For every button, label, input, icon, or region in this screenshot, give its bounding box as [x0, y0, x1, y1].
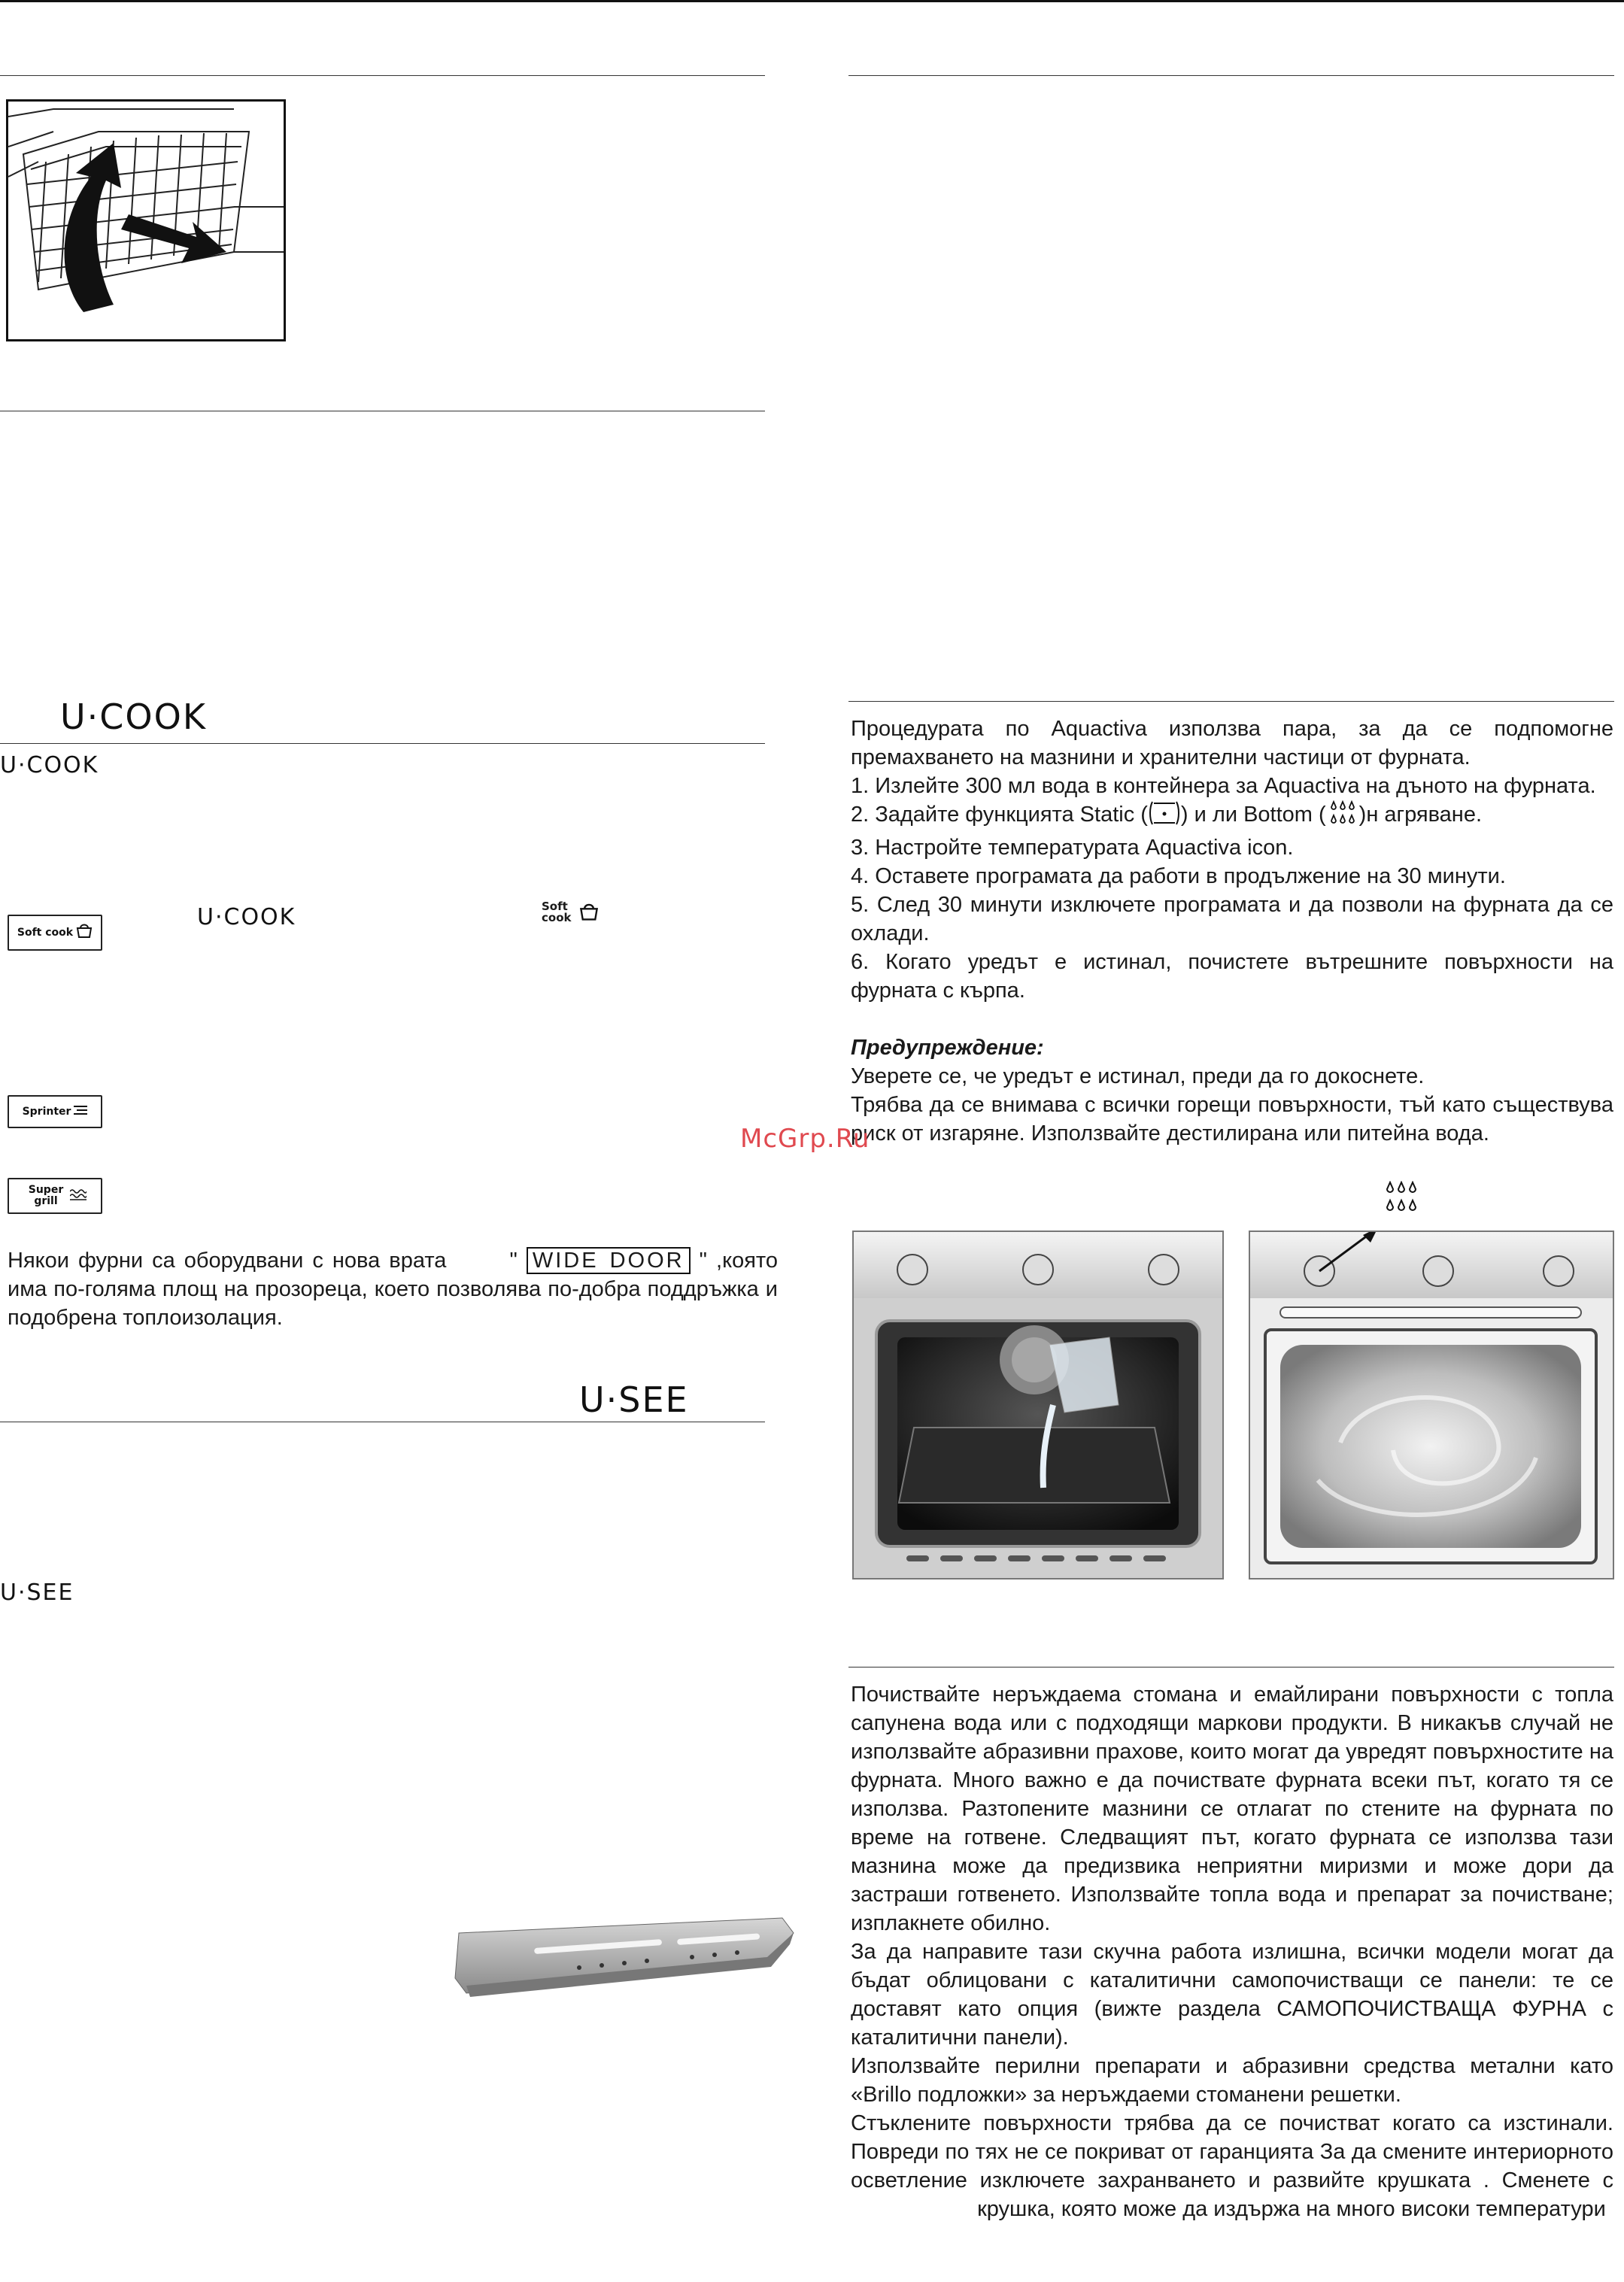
ucook-logo-small: U·COOK	[0, 752, 99, 778]
soft-cook-inline	[542, 901, 599, 924]
step2-part-a: 2. Задайте функцията Static (	[851, 803, 1148, 827]
warning-line-2: Трябва да се внимава с всички горещи повърхности, тъй като съществува риск от изгаряне. Използвайте дестилирана или питейна вода.	[851, 1093, 1613, 1146]
water-drops-icon	[1326, 800, 1359, 833]
aquactiva-step-4: 4. Оставете програмата да работи в продължение на 30 минути.	[851, 864, 1506, 888]
left-rule-1	[0, 75, 765, 76]
cleaning-paragraph-1: Почиствайте неръждаема стомана и емайлирани повърхности с топла сапунена вода или с подходящи маркови продукти. В никакъв случай не използвайте абразивни прахове, които могат да увредят повърхностите на фурната. Много важно е да почиствате фурната всеки път, когато тя се използва. Разтопените мазнини се отлагат по стените на фурната по време на готвене. Следващият път, когато фурната се използва тази мазнина може да предизвика неприятни миризми и може дори да застраши готвенето. Използвайте топла вода и препарат за почистване; изплакнете обилно.	[851, 1683, 1613, 1935]
wide-door-label: WIDE DOOR	[527, 1247, 691, 1274]
wide-door-paragraph	[8, 1246, 778, 1332]
cleaning-paragraph-2: За да направите тази скучна работа излишна, всички модели могат да бъдат облицовани с каталитични самопочистващи се панели: те се доставят като опция (вижте раздела САМОПОЧИСТВАЩА ФУРНА с каталитични панели).	[851, 1940, 1613, 2050]
cleaning-paragraph-3: Използвайте перилни препарати и абразивни средства метални като «Brillo подложки» за неръждаеми стоманени решетки.	[851, 2054, 1613, 2107]
wide-door-text-before: Някои фурни са оборудвани с нова врата	[8, 1249, 447, 1273]
right-rule-2	[848, 701, 1614, 702]
water-drops-icon	[1383, 1181, 1420, 1215]
aquactiva-step-6: 6. Когато уредът е истинал, почистете вътрешните повърхности на фурната с кърпа.	[851, 950, 1613, 1003]
wide-door-quote-open: "	[509, 1249, 518, 1273]
warning-title: Предупреждение:	[851, 1036, 1044, 1060]
soft-cook-badge	[8, 915, 102, 951]
cleaning-section	[851, 1680, 1613, 2223]
ucook-logo-big: U·COOK	[60, 696, 207, 737]
aquactiva-intro: Процедурата по Aquactiva използва пара, за да се подпомогне премахването на мазнини и хранителни частици от фурната.	[851, 717, 1613, 769]
step2-part-c: )н агряване.	[1358, 803, 1483, 827]
cleaning-p4-end: крушка, която може да издържа на много високи температури	[977, 2197, 1606, 2221]
top-rule	[0, 0, 1624, 2]
oven-water-illustration	[852, 1231, 1224, 1579]
super-grill-label: Super grill	[28, 1184, 64, 1207]
sprinter-label: Sprinter	[22, 1105, 71, 1118]
metal-strip-icon	[451, 1903, 797, 2008]
metal-strip-illustration	[451, 1903, 797, 2008]
aquactiva-step-3: 3. Настройте температурата Aquactiva icon.	[851, 836, 1294, 860]
usee-logo-big: U·SEE	[579, 1379, 689, 1420]
grill-waves-icon	[70, 1188, 87, 1203]
sprinter-badge	[8, 1095, 102, 1128]
soft-cook-inline-label: Soft cook	[542, 900, 572, 924]
ucook-logo-inline: U·COOK	[197, 904, 296, 930]
oven-steam-icon	[1250, 1232, 1613, 1578]
left-rule-3	[0, 743, 765, 744]
oven-water-pouring-icon	[854, 1232, 1222, 1578]
step2-part-b: ) и ли Bottom (	[1180, 803, 1326, 827]
right-rule-1	[848, 75, 1614, 76]
pot-icon	[579, 903, 599, 922]
soft-cook-label: Soft cook	[17, 926, 74, 939]
warning-line-1: Уверете се, че уредът е истинал, преди да го докоснете.	[851, 1064, 1425, 1088]
usee-logo-small: U·SEE	[0, 1579, 74, 1606]
oven-rack-removal-icon	[8, 102, 284, 339]
aquactiva-section	[851, 715, 1613, 1148]
cleaning-p4-text: Стъклените повърхности трябва да се почистват когато са изстинали. Повреди по тях не се покриват от гаранцията За да смените интериорното осветление изключете захранването и развийте крушката . Сменете с	[851, 2111, 1613, 2192]
aquactiva-step-1: 1. Излейте 300 мл вода в контейнера за Aquactiva на дъното на фурната.	[851, 774, 1596, 798]
super-grill-badge	[8, 1178, 102, 1214]
static-heat-icon	[1148, 800, 1181, 833]
oven-steam-illustration	[1249, 1231, 1614, 1579]
wide-door-quote-close: "	[699, 1249, 707, 1273]
wide-door-text-after: ,която има по-голяма площ на прозореца, което позволява по-добра поддръжка и подобрена топлоизолация.	[8, 1249, 779, 1330]
aquactiva-step-2	[851, 800, 1613, 833]
pot-icon	[76, 924, 93, 942]
aquactiva-step-5: 5. След 30 минути изключете програмата и да позволи на фурната да се охлади.	[851, 893, 1613, 945]
watermark: McGrp.Ru	[740, 1124, 870, 1154]
drops-indicator	[1383, 1181, 1420, 1219]
lines-icon	[74, 1105, 87, 1118]
cleaning-paragraph-4	[851, 2109, 1613, 2223]
rack-illustration	[6, 99, 286, 341]
